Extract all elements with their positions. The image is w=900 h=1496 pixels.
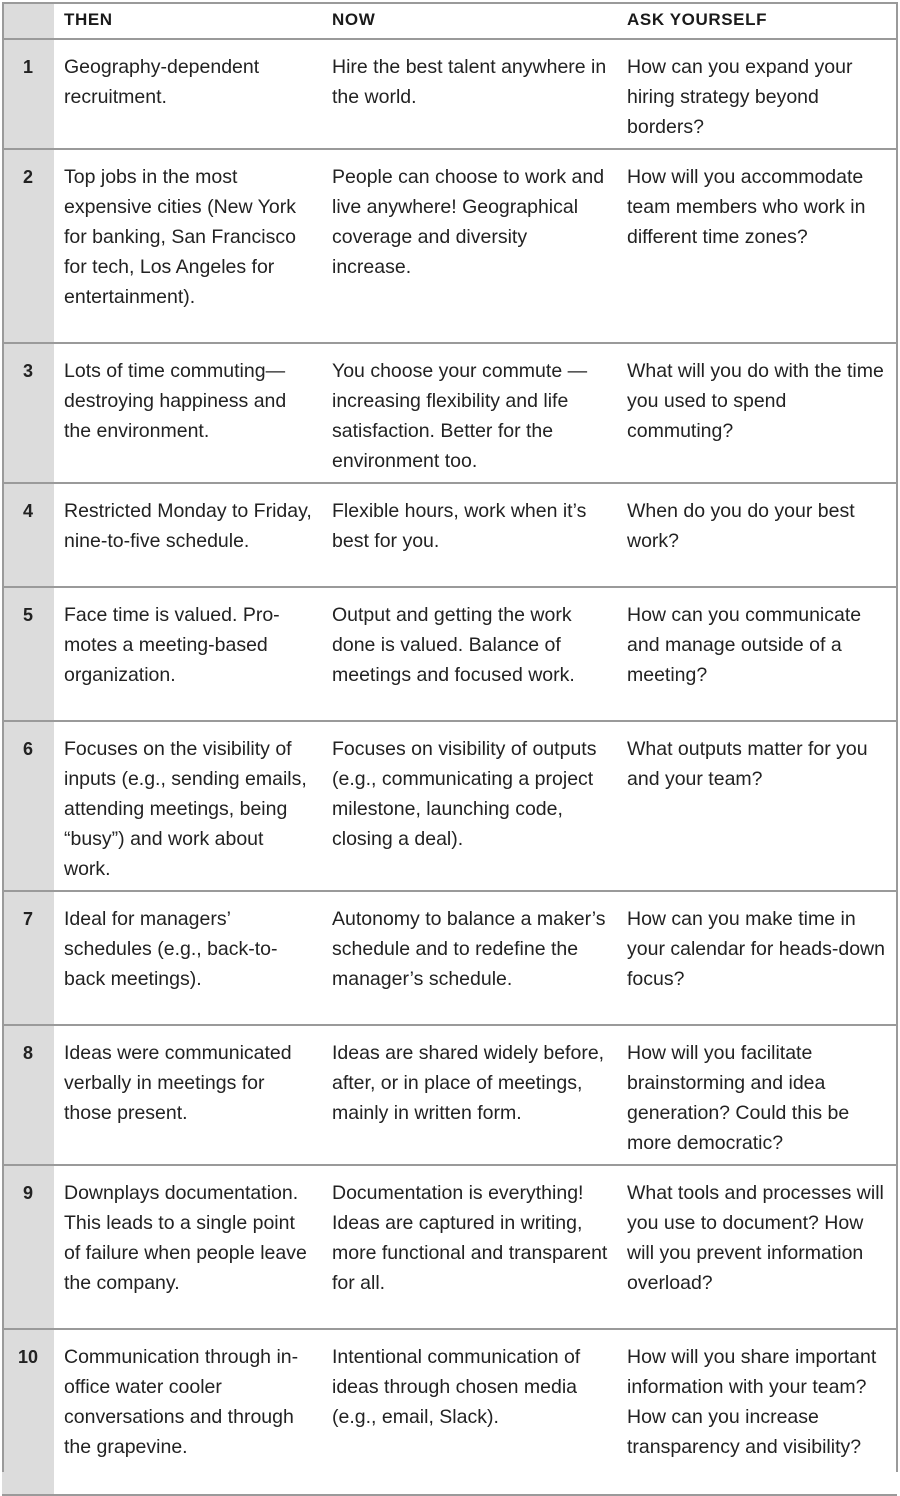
now-cell: Focuses on visibility of outputs (e.g., communicating a project milestone, launching code, closing a deal). [322, 721, 617, 891]
then-cell: Downplays documentation. This leads to a single point of failure when people leave the company. [54, 1165, 322, 1329]
then-cell: Ideas were communicated verbally in meetings for those present. [54, 1025, 322, 1165]
ask-cell: How can you make time in your calendar for heads-down focus? [617, 891, 897, 1025]
row-number: 5 [2, 587, 54, 721]
ask-cell: How can you communicate and manage outside of a meeting? [617, 587, 897, 721]
table-top-border [2, 2, 897, 4]
header-row [2, 2, 897, 39]
ask-cell: How will you share important information with your team? How can you increase transparency and visibility? [617, 1329, 897, 1495]
table-row [2, 587, 897, 721]
now-cell: Hire the best talent anywhere in the world. [322, 39, 617, 149]
then-cell: Communication through in-office water cooler conversations and through the grapevine. [54, 1329, 322, 1495]
ask-cell: What outputs matter for you and your team? [617, 721, 897, 891]
now-cell: Intentional communication of ideas through chosen media (e.g., email, Slack). [322, 1329, 617, 1495]
table-row [2, 891, 897, 1025]
now-cell: You choose your commute —increasing flexibility and life satisfaction. Better for the environment too. [322, 343, 617, 483]
then-now-comparison-table [2, 2, 897, 1496]
now-cell: Ideas are shared widely before, after, or in place of meetings, mainly in written form. [322, 1025, 617, 1165]
ask-cell: What will you do with the time you used to spend commuting? [617, 343, 897, 483]
now-cell: Documentation is everything! Ideas are captured in writing, more functional and transparent for all. [322, 1165, 617, 1329]
then-cell: Face time is valued. Promotes a meeting-based organization. [54, 587, 322, 721]
table-left-border [2, 2, 4, 1472]
row-number: 4 [2, 483, 54, 587]
row-number: 2 [2, 149, 54, 343]
table-row [2, 149, 897, 343]
table-row [2, 483, 897, 587]
header-ask-yourself: ASK YOURSELF [617, 2, 897, 39]
table-row [2, 1025, 897, 1165]
ask-cell: When do you do your best work? [617, 483, 897, 587]
header-number-cell [2, 2, 54, 39]
row-number: 9 [2, 1165, 54, 1329]
then-cell: Lots of time commuting— destroying happiness and the environment. [54, 343, 322, 483]
table-right-border [896, 2, 898, 1472]
table-row [2, 1165, 897, 1329]
now-cell: Output and getting the work done is valued. Balance of meetings and focused work. [322, 587, 617, 721]
header-now: NOW [322, 2, 617, 39]
ask-cell: How can you expand your hiring strategy beyond borders? [617, 39, 897, 149]
now-cell: Flexible hours, work when it’s best for you. [322, 483, 617, 587]
table-row [2, 343, 897, 483]
row-number: 7 [2, 891, 54, 1025]
now-cell: People can choose to work and live anywhere! Geographical coverage and diversity increase. [322, 149, 617, 343]
table-header [2, 2, 897, 39]
ask-cell: How will you accommodate team members who work in different time zones? [617, 149, 897, 343]
then-cell: Geography-dependent recruitment. [54, 39, 322, 149]
then-cell: Top jobs in the most expensive cities (New York for banking, San Francisco for tech, Los Angeles for entertainment). [54, 149, 322, 343]
now-cell: Autonomy to balance a maker’s schedule and to redefine the manager’s schedule. [322, 891, 617, 1025]
table-row [2, 721, 897, 891]
table-body [2, 39, 897, 1495]
table-row [2, 1329, 897, 1495]
row-number: 8 [2, 1025, 54, 1165]
row-number: 3 [2, 343, 54, 483]
row-number: 10 [2, 1329, 54, 1495]
then-cell: Ideal for managers’ schedules (e.g., back-to-back meetings). [54, 891, 322, 1025]
then-cell: Restricted Monday to Friday, nine-to-five schedule. [54, 483, 322, 587]
header-then: THEN [54, 2, 322, 39]
row-number: 1 [2, 39, 54, 149]
ask-cell: What tools and processes will you use to document? How will you prevent information overload? [617, 1165, 897, 1329]
row-number: 6 [2, 721, 54, 891]
table-row [2, 39, 897, 149]
then-cell: Focuses on the visibility of inputs (e.g., sending emails, attending meetings, being “busy”) and work about work. [54, 721, 322, 891]
ask-cell: How will you facilitate brainstorming and idea generation? Could this be more democratic? [617, 1025, 897, 1165]
